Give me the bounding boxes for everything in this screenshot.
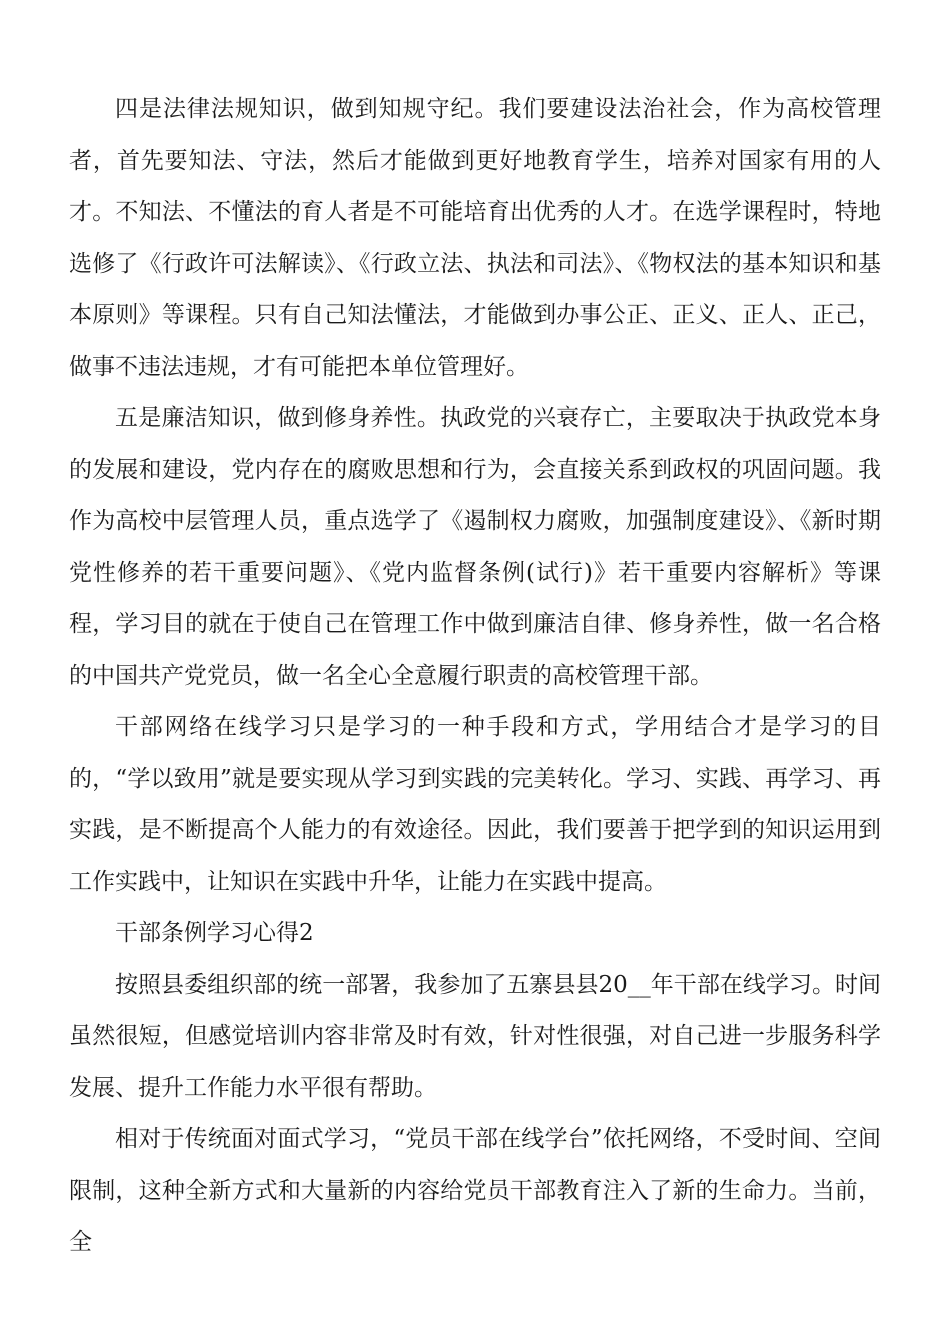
document-page xyxy=(69,84,881,1269)
paragraph-integrity-knowledge: 五是廉洁知识，做到修身养性。执政党的兴衰存亡，主要取决于执政党本身的发展和建设，党内存在的腐败思想和行为，会直接关系到政权的巩固问题。我作为高校中层管理人员，重点选学了《遏制权力腐败，加强制度建设》、《新时期党性修养的若干重要问题》、《党内监督条例(试行)》若干重要内容解析》等课程，学习目的就在于使自己在管理工作中做到廉洁自律、修身养性，做一名合格的中国共产党党员，做一名全心全意履行职责的高校管理干部。 xyxy=(69,405,881,689)
paragraph-online-platform: 相对于传统面对面式学习，“党员干部在线学台”依托网络，不受时间、空间限制，这种全新方式和大量新的内容给党员干部教育注入了新的生命力。当前，全 xyxy=(69,1126,881,1255)
section-heading: 干部条例学习心得2 xyxy=(115,920,314,946)
paragraph-law-knowledge: 四是法律法规知识，做到知规守纪。我们要建设法治社会，作为高校管理者，首先要知法、守法，然后才能做到更好地教育学生，培养对国家有用的人才。不知法、不懂法的育人者是不可能培育出优秀的人才。在选学课程时，特地选修了《行政许可法解读》、《行政立法、执法和司法》、《物权法的基本知识和基本原则》等课程。只有自己知法懂法，才能做到办事公正、正义、正人、正己，做事不违法违规，才有可能把本单位管理好。 xyxy=(69,96,881,380)
paragraph-online-training: 按照县委组织部的统一部署，我参加了五寨县县20__年干部在线学习。时间虽然很短，但感觉培训内容非常及时有效，针对性很强，对自己进一步服务科学发展、提升工作能力水平很有帮助。 xyxy=(69,971,881,1101)
paragraph-learning-application: 干部网络在线学习只是学习的一种手段和方式，学用结合才是学习的目的，“学以致用”就是要实现从学习到实践的完美转化。学习、实践、再学习、再实践，是不断提高个人能力的有效途径。因此，我们要善于把学到的知识运用到工作实践中，让知识在实践中升华，让能力在实践中提高。 xyxy=(69,714,881,895)
